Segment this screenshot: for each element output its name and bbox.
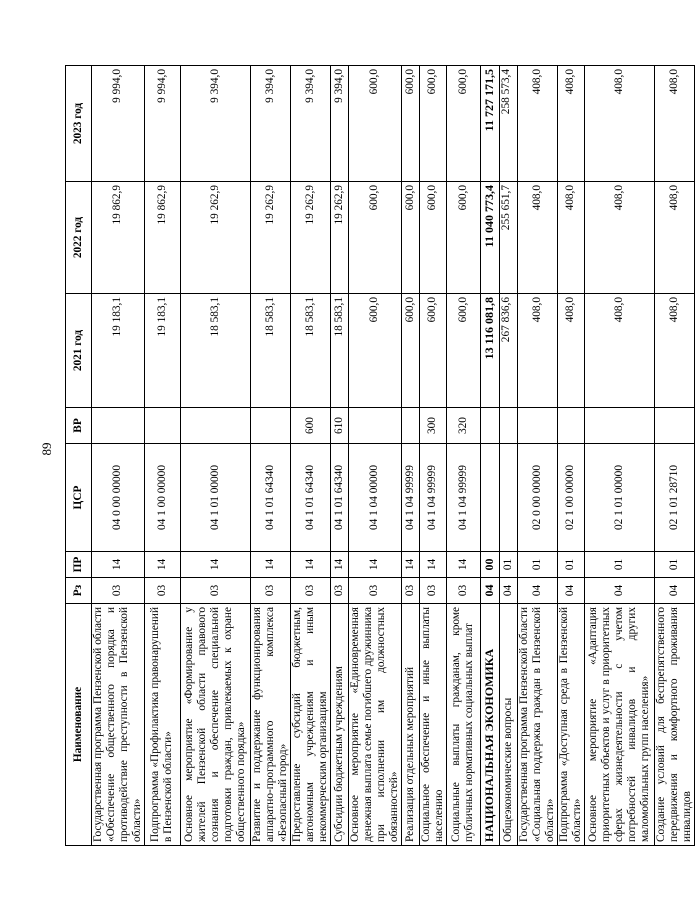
table-row [250, 66, 290, 846]
cell-pr: 01 [584, 552, 654, 578]
page-number: 89 [39, 442, 54, 456]
cell-2023: 408,0 [517, 66, 557, 182]
table-row [330, 66, 348, 846]
cell-vr [144, 408, 180, 444]
cell-2023: 11 727 171,5 [480, 66, 499, 182]
cell-pr: 14 [144, 552, 180, 578]
cell-rz: 03 [330, 578, 348, 604]
cell-pr: 14 [330, 552, 348, 578]
cell-rz: 03 [290, 578, 330, 604]
cell-pr: 14 [290, 552, 330, 578]
cell-csr: 04 1 04 00000 [348, 444, 401, 552]
cell-csr: 04 1 04 99999 [419, 444, 446, 552]
table-row [499, 66, 517, 846]
cell-2023: 408,0 [557, 66, 584, 182]
cell-rz: 03 [419, 578, 446, 604]
cell-2022: 19 262,9 [330, 182, 348, 294]
cell-csr: 04 1 01 64340 [330, 444, 348, 552]
cell-rz: 04 [557, 578, 584, 604]
cell-2023: 9 394,0 [250, 66, 290, 182]
cell-2023: 408,0 [584, 66, 654, 182]
cell-csr: 02 1 01 00000 [584, 444, 654, 552]
header-rz: Рз [66, 578, 92, 604]
cell-2023: 9 994,0 [144, 66, 180, 182]
table-body [92, 66, 695, 846]
cell-2022: 600,0 [401, 182, 419, 294]
cell-vr [480, 408, 499, 444]
cell-name: Основное мероприятие «Формирование у жителей Пензенской области правового сознания и обеспечение специальной подготовки граждан, привлекаемых к охране общественного порядка» [180, 604, 250, 846]
header-2022: 2022 год [66, 182, 92, 294]
cell-2021: 408,0 [517, 294, 557, 408]
cell-vr [557, 408, 584, 444]
cell-name: Социальное обеспечение и иные выплаты населению [419, 604, 446, 846]
budget-table [65, 65, 695, 846]
cell-2022: 408,0 [654, 182, 694, 294]
cell-name: Предоставление субсидий бюджетным, автономным учреждениям и иным некоммерческим организациям [290, 604, 330, 846]
cell-2021: 18 583,1 [290, 294, 330, 408]
table-row [480, 66, 499, 846]
cell-2022: 600,0 [419, 182, 446, 294]
table-row [401, 66, 419, 846]
cell-2022: 19 262,9 [250, 182, 290, 294]
table-row [180, 66, 250, 846]
table-row [348, 66, 401, 846]
cell-csr: 04 1 00 00000 [144, 444, 180, 552]
header-name: Наименование [66, 604, 92, 846]
cell-name: НАЦИОНАЛЬНАЯ ЭКОНОМИКА [480, 604, 499, 846]
cell-2022: 408,0 [557, 182, 584, 294]
cell-pr: 14 [348, 552, 401, 578]
cell-rz: 03 [144, 578, 180, 604]
cell-pr: 00 [480, 552, 499, 578]
cell-name: Социальные выплаты гражданам, кроме публичных нормативных социальных выплат [446, 604, 480, 846]
table-row [517, 66, 557, 846]
cell-pr: 01 [517, 552, 557, 578]
cell-2023: 9 394,0 [290, 66, 330, 182]
cell-2023: 600,0 [446, 66, 480, 182]
cell-2023: 600,0 [419, 66, 446, 182]
cell-vr: 600 [290, 408, 330, 444]
cell-csr: 04 1 01 00000 [180, 444, 250, 552]
cell-name: Государственная программа Пензенской области «Обеспечение общественного порядка и противодействие преступности в Пензенской области» [92, 604, 145, 846]
cell-vr [499, 408, 517, 444]
cell-2022: 255 651,7 [499, 182, 517, 294]
cell-pr: 14 [401, 552, 419, 578]
cell-2021: 19 183,1 [92, 294, 145, 408]
cell-2022: 11 040 773,4 [480, 182, 499, 294]
cell-2021: 600,0 [446, 294, 480, 408]
cell-2021: 13 116 081,8 [480, 294, 499, 408]
cell-vr: 320 [446, 408, 480, 444]
cell-rz: 03 [250, 578, 290, 604]
table-row [654, 66, 694, 846]
table-row [584, 66, 654, 846]
cell-csr: 04 0 00 00000 [92, 444, 145, 552]
cell-pr: 14 [180, 552, 250, 578]
cell-rz: 04 [584, 578, 654, 604]
cell-rz: 03 [180, 578, 250, 604]
header-vr: ВР [66, 408, 92, 444]
cell-name: Основное мероприятие «Единовременная денежная выплата семье погибшего дружинника при исполнении им должностных обязанностей» [348, 604, 401, 846]
cell-2022: 19 862,9 [92, 182, 145, 294]
cell-2023: 9 394,0 [180, 66, 250, 182]
cell-name: Субсидии бюджетным учреждениям [330, 604, 348, 846]
cell-name: Подпрограмма «Профилактика правонарушений в Пензенской области» [144, 604, 180, 846]
cell-csr [480, 444, 499, 552]
cell-rz: 03 [401, 578, 419, 604]
cell-name: Основное мероприятие «Адаптация приоритетных объектов и услуг в приоритетных сферах жизнедеятельности с учетом потребностей инвалидов и других маломобильных групп населения» [584, 604, 654, 846]
header-2023: 2023 год [66, 66, 92, 182]
cell-2022: 408,0 [517, 182, 557, 294]
cell-2021: 600,0 [419, 294, 446, 408]
cell-rz: 04 [499, 578, 517, 604]
cell-2022: 408,0 [584, 182, 654, 294]
cell-vr [654, 408, 694, 444]
cell-2022: 600,0 [348, 182, 401, 294]
cell-vr: 610 [330, 408, 348, 444]
cell-2021: 18 583,1 [250, 294, 290, 408]
cell-csr: 04 1 04 99999 [446, 444, 480, 552]
table-row [92, 66, 145, 846]
cell-vr: 300 [419, 408, 446, 444]
cell-2023: 258 573,4 [499, 66, 517, 182]
cell-name: Подпрограмма «Доступная среда в Пензенской области» [557, 604, 584, 846]
cell-rz: 03 [348, 578, 401, 604]
cell-name: Реализация отдельных мероприятий [401, 604, 419, 846]
cell-csr: 04 1 01 64340 [250, 444, 290, 552]
cell-2023: 408,0 [654, 66, 694, 182]
cell-2021: 18 583,1 [330, 294, 348, 408]
budget-table-container [65, 66, 693, 846]
cell-2021: 600,0 [401, 294, 419, 408]
table-row [446, 66, 480, 846]
cell-2021: 267 836,6 [499, 294, 517, 408]
cell-2022: 19 262,9 [290, 182, 330, 294]
cell-rz: 03 [446, 578, 480, 604]
cell-rz: 04 [517, 578, 557, 604]
cell-pr: 01 [499, 552, 517, 578]
cell-vr [517, 408, 557, 444]
cell-2023: 600,0 [401, 66, 419, 182]
cell-csr: 02 1 01 28710 [654, 444, 694, 552]
cell-vr [92, 408, 145, 444]
table-row [144, 66, 180, 846]
cell-2022: 19 862,9 [144, 182, 180, 294]
cell-2021: 600,0 [348, 294, 401, 408]
cell-name: Государственная программа Пензенской области «Социальная поддержка граждан в Пензенской области» [517, 604, 557, 846]
cell-pr: 14 [446, 552, 480, 578]
cell-pr: 01 [557, 552, 584, 578]
table-header-row [66, 66, 92, 846]
header-2021: 2021 год [66, 294, 92, 408]
cell-vr [348, 408, 401, 444]
header-csr: ЦСР [66, 444, 92, 552]
cell-2023: 9 994,0 [92, 66, 145, 182]
cell-csr: 04 1 04 99999 [401, 444, 419, 552]
cell-name: Создание условий для беспрепятственного передвижения и комфортного проживания инвалидов [654, 604, 694, 846]
table-row [557, 66, 584, 846]
cell-2021: 408,0 [584, 294, 654, 408]
cell-vr [584, 408, 654, 444]
cell-2022: 600,0 [446, 182, 480, 294]
cell-2021: 408,0 [557, 294, 584, 408]
cell-2022: 19 262,9 [180, 182, 250, 294]
cell-2023: 9 394,0 [330, 66, 348, 182]
cell-rz: 03 [92, 578, 145, 604]
table-row [419, 66, 446, 846]
cell-csr: 02 1 00 00000 [557, 444, 584, 552]
header-pr: ПР [66, 552, 92, 578]
cell-csr: 04 1 01 64340 [290, 444, 330, 552]
cell-name: Общеэкономические вопросы [499, 604, 517, 846]
cell-pr: 14 [250, 552, 290, 578]
cell-2021: 18 583,1 [180, 294, 250, 408]
cell-2021: 408,0 [654, 294, 694, 408]
cell-csr [499, 444, 517, 552]
cell-2021: 19 183,1 [144, 294, 180, 408]
cell-vr [250, 408, 290, 444]
cell-rz: 04 [654, 578, 694, 604]
cell-pr: 01 [654, 552, 694, 578]
cell-csr: 02 0 00 00000 [517, 444, 557, 552]
cell-vr [401, 408, 419, 444]
cell-pr: 14 [92, 552, 145, 578]
cell-2023: 600,0 [348, 66, 401, 182]
cell-name: Развитие и поддержание функционирования аппаратно-программного комплекса «Безопасный город» [250, 604, 290, 846]
cell-vr [180, 408, 250, 444]
cell-rz: 04 [480, 578, 499, 604]
cell-pr: 14 [419, 552, 446, 578]
table-row [290, 66, 330, 846]
